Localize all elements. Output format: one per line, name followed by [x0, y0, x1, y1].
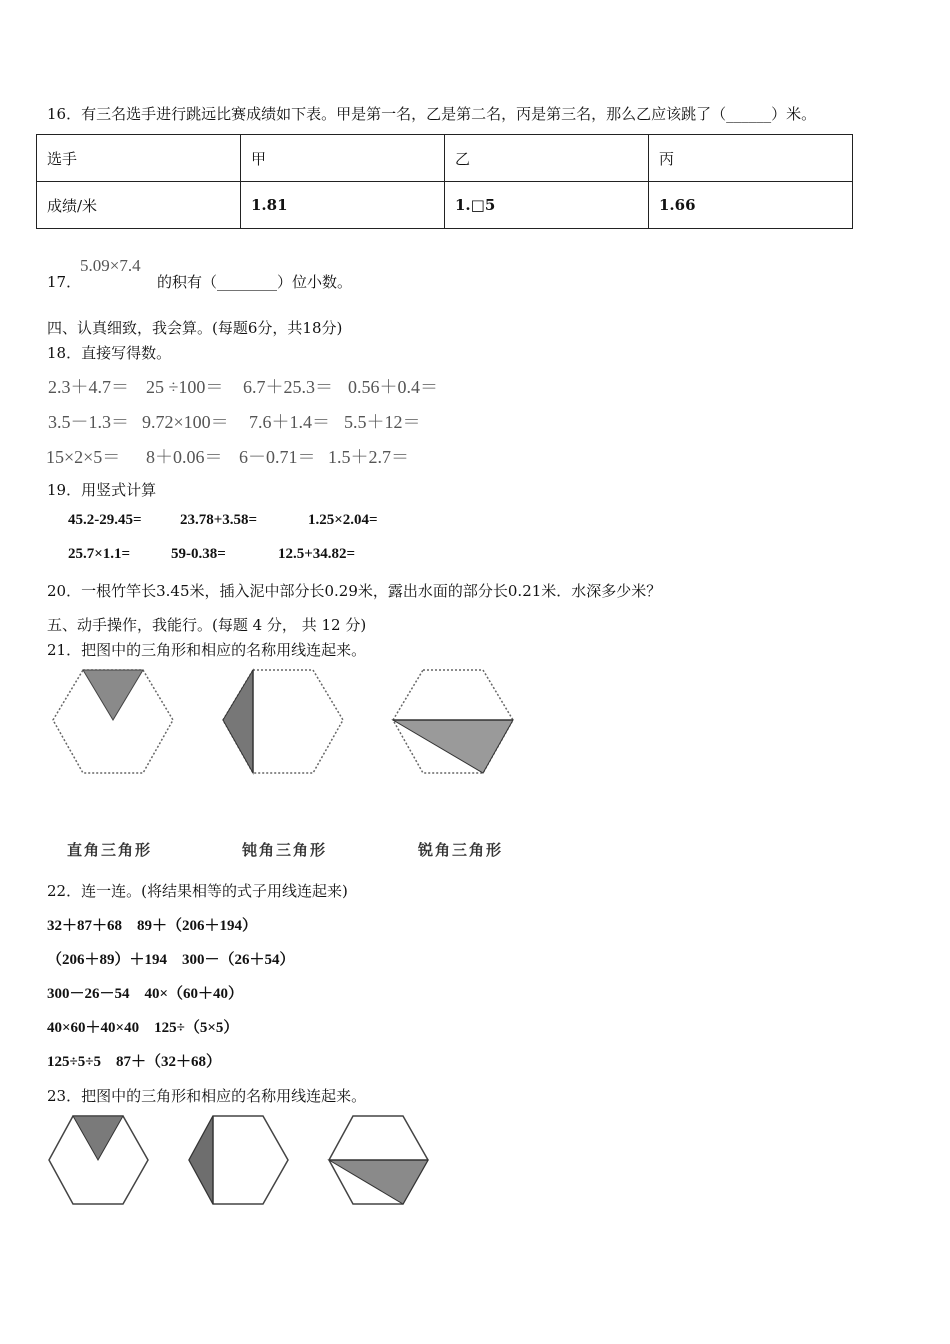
q21-title: 21．把图中的三角形和相应的名称用线连起来。 — [47, 641, 367, 659]
hexagon-figure-5 — [186, 1112, 294, 1210]
q19-item: 59-0.38= — [171, 546, 226, 562]
q19-item: 45.2-29.45= — [68, 512, 142, 528]
q19-item: 1.25×2.04= — [308, 512, 378, 528]
q18-item: 3.5－1.3＝ — [48, 412, 129, 432]
q16-text: 16．有三名选手进行跳远比赛成绩如下表。甲是第一名，乙是第二名，丙是第三名，那么乙应该跳了（______）米。 — [47, 105, 817, 123]
table-cell: 成绩/米 — [37, 182, 241, 229]
q17-number: 17． — [47, 273, 82, 291]
table-header-cell: 选手 — [37, 135, 241, 182]
table-header-cell: 丙 — [649, 135, 853, 182]
q18-item: 6－0.71＝ — [239, 447, 316, 467]
section5-heading: 五、动手操作，我能行。(每题 4 分， 共 12 分) — [47, 616, 367, 634]
q22-row: 40×60＋40×40 125÷（5×5） — [47, 1020, 239, 1036]
table-cell: 1.□5 — [445, 182, 649, 229]
q18-item: 0.56＋0.4＝ — [348, 377, 438, 397]
q23-title: 23．把图中的三角形和相应的名称用线连起来。 — [47, 1087, 367, 1105]
q18-item: 1.5＋2.7＝ — [328, 447, 409, 467]
label-obtuse-triangle: 钝角三角形 — [242, 841, 328, 859]
table-row — [37, 182, 853, 229]
q22-row: 300－26－54 40×（60＋40） — [47, 986, 244, 1002]
label-right-triangle: 直角三角形 — [67, 841, 153, 859]
q22-row: 32＋87＋68 89＋（206＋194） — [47, 918, 258, 934]
section4-heading: 四、认真细致，我会算。(每题6分，共18分) — [47, 319, 343, 337]
q18-item: 7.6＋1.4＝ — [249, 412, 330, 432]
table-cell: 1.66 — [649, 182, 853, 229]
hexagon-figure-6 — [326, 1112, 434, 1210]
scores-table — [36, 134, 853, 229]
q18-item: 15×2×5＝ — [46, 447, 121, 467]
q18-title: 18．直接写得数。 — [47, 344, 172, 362]
table-header-cell: 甲 — [241, 135, 445, 182]
label-acute-triangle: 锐角三角形 — [418, 841, 504, 859]
hexagon-figure-4 — [46, 1112, 154, 1210]
q18-item: 25 ÷100＝ — [146, 377, 224, 397]
hexagon-figure-2 — [218, 665, 348, 780]
q22-row: （206＋89）＋194 300－（26＋54） — [47, 952, 295, 968]
q19-item: 23.78+3.58= — [180, 512, 258, 528]
q19-item: 25.7×1.1= — [68, 546, 131, 562]
table-row — [37, 135, 853, 182]
q22-row: 125÷5÷5 87＋（32＋68） — [47, 1054, 221, 1070]
q17-tail: 的积有（________）位小数。 — [157, 273, 353, 291]
hexagon-figure-3 — [388, 665, 518, 780]
table-header-cell: 乙 — [445, 135, 649, 182]
q18-item: 5.5＋12＝ — [344, 412, 421, 432]
q18-item: 9.72×100＝ — [142, 412, 229, 432]
q19-title: 19．用竖式计算 — [47, 481, 157, 499]
table-cell: 1.81 — [241, 182, 445, 229]
hexagon-figure-1 — [48, 665, 178, 780]
q18-item: 8＋0.06＝ — [146, 447, 223, 467]
q18-item: 6.7＋25.3＝ — [243, 377, 333, 397]
q20-text: 20．一根竹竿长3.45米，插入泥中部分长0.29米，露出水面的部分长0.21米．水深多少米？ — [47, 582, 662, 600]
q19-item: 12.5+34.82= — [278, 546, 356, 562]
q17-expression: 5.09×7.4 — [80, 256, 141, 275]
q18-item: 2.3＋4.7＝ — [48, 377, 129, 397]
q22-title: 22．连一连。(将结果相等的式子用线连起来) — [47, 882, 348, 900]
